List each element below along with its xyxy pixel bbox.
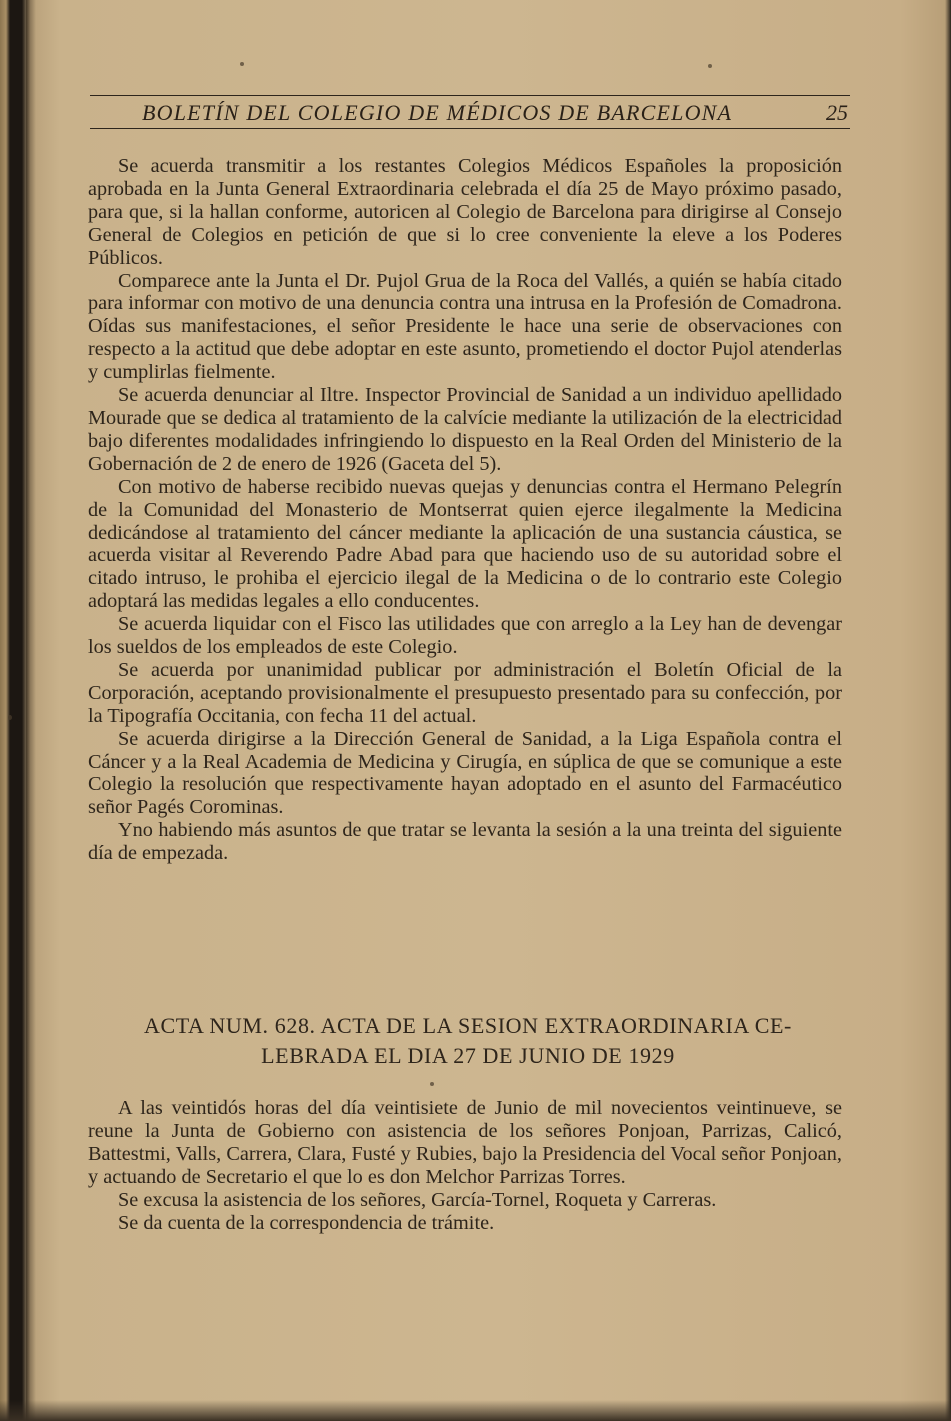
- section-heading: [88, 1011, 848, 1071]
- running-header: [90, 95, 850, 129]
- section-heading-line: LEBRADA EL DIA 27 DE JUNIO DE 1929: [261, 1043, 675, 1068]
- paragraph: Se acuerda por unanimidad publicar por administración el Boletín Oficial de la Corporación, aceptando provisionalmente el presupuesto presentado para su confección, por la Tipografía Occitania, con fecha 11 del actual.: [88, 658, 842, 727]
- paragraph: Se da cuenta de la correspondencia de trámite.: [118, 1211, 495, 1234]
- paper-speck: [430, 1082, 434, 1086]
- minutes-text-bottom: [88, 1097, 842, 1234]
- minutes-text-top: [88, 155, 842, 865]
- page-bottom-edge: [0, 1400, 951, 1421]
- paragraph: Se acuerda dirigirse a la Dirección General de Sanidad, a la Liga Española contra el Cáncer y a la Real Academia de Medicina y Cirugía, en súplica de que se comunique a este Colegio la resolución que respectivamente hayan adoptado en el asunto del Farmacéutico señor Pagés Corominas.: [88, 727, 842, 819]
- paper-speck: [8, 715, 12, 720]
- paragraph: Se acuerda liquidar con el Fisco las utilidades que con arreglo a la Ley han de devengar los sueldos de los empleados de este Colegio.: [88, 613, 842, 659]
- paper-speck: [708, 64, 712, 68]
- paper-speck: [240, 62, 244, 66]
- journal-title: BOLETÍN DEL COLEGIO DE MÉDICOS DE BARCELONA: [142, 100, 733, 125]
- page-number: 25: [826, 100, 848, 125]
- paragraph: Se acuerda denunciar al Iltre. Inspector Provincial de Sanidad a un individuo apellidado Mourade que se dedica al tratamiento de la calvície mediante la utilización de la electricidad bajo diferentes modalidades infringiendo lo dispuesto en la Real Orden del Ministerio de la Gobernación de 2 de enero de 1926 (Gaceta del 5).: [88, 384, 842, 475]
- paragraph: Se excusa la asistencia de los señores, García-Tornel, Roqueta y Carreras.: [118, 1188, 717, 1211]
- binding-shadow: [26, 0, 36, 1421]
- paragraph: Con motivo de haberse recibido nuevas quejas y denuncias contra el Hermano Pelegrín de la Comunidad del Monasterio de Montserrat quien ejerce ilegalmente la Medicina dedicándose al tratamiento del cáncer mediante la aplicación de una sustancia cáustica, se acuerda visitar al Reverendo Padre Abad para que haciendo uso de su autoridad sobre el citado intruso, le prohiba el ejercicio ilegal de la Medicina o de lo contrario este Colegio adoptará las medidas legales a ello conducentes.: [88, 475, 842, 613]
- paragraph: Se acuerda transmitir a los restantes Colegios Médicos Españoles la proposición aprobada en la Junta General Extraordinaria celebrada el día 25 de Mayo próximo pasado, para que, si la hallan conforme, autoricen al Colegio de Barcelona para dirigirse al Consejo General de Colegios en petición de que si lo cree conveniente la eleve a los Poderes Públicos.: [88, 155, 842, 269]
- paragraph: A las veintidós horas del día veintisiete de Junio de mil novecientos veintinueve, se reune la Junta de Gobierno con asistencia de los señores Ponjoan, Parrizas, Calicó, Battestmi, Valls, Carrera, Clara, Fusté y Rubies, bajo la Presidencia del Vocal señor Ponjoan, y actuando de Secretario el que lo es don Melchor Parrizas Torres.: [88, 1097, 842, 1188]
- section-heading-line: ACTA NUM. 628. ACTA DE LA SESION EXTRAORDINARIA CE-: [144, 1013, 792, 1038]
- paragraph: Yno habiendo más asuntos de que tratar se levanta la sesión a la una treinta del siguiente día de empezada.: [88, 819, 842, 865]
- paragraph: Comparece ante la Junta el Dr. Pujol Grua de la Roca del Vallés, a quién se había citado para informar con motivo de una denuncia contra una intrusa en la Profesión de Comadrona. Oídas sus manifestaciones, el señor Presidente le hace una serie de observaciones con respecto a la actitud que debe adoptar en este asunto, prometiendo el doctor Pujol atenderlas y cumplirlas fielmente.: [88, 269, 842, 384]
